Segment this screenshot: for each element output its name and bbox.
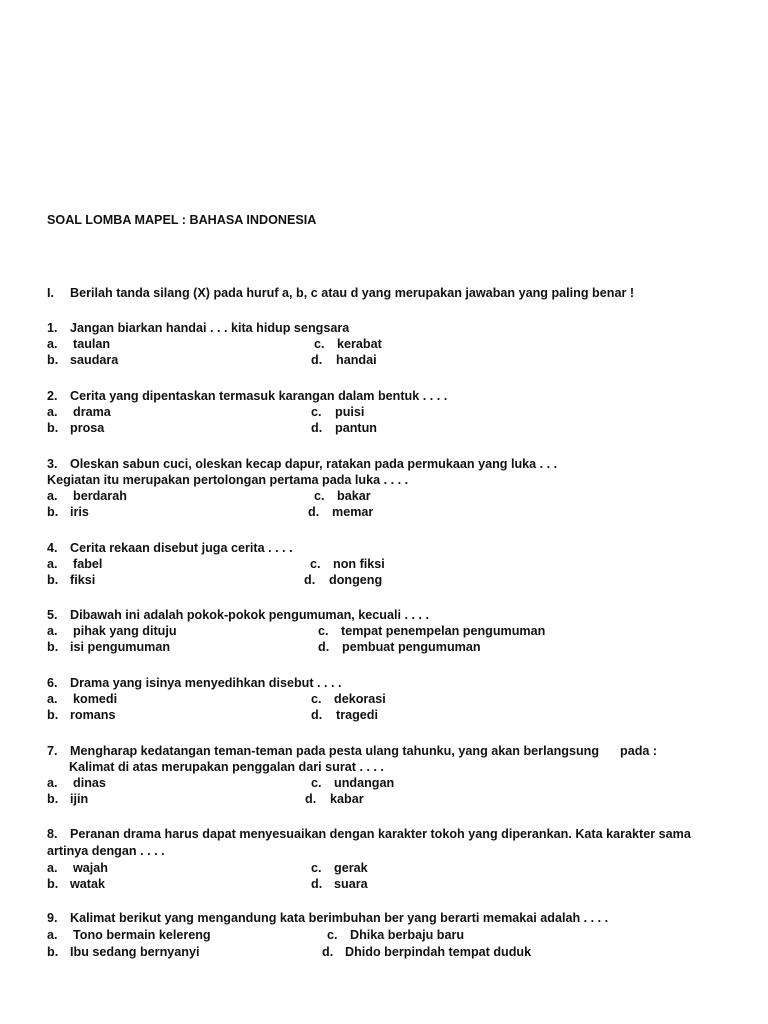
option-letter-b: b. [47,573,59,587]
option-letter-d: d. [322,945,334,959]
option-b: ijin [70,792,89,806]
question-text: Cerita rekaan disebut juga cerita . . . . [70,541,293,555]
option-b: fiksi [70,573,96,587]
option-a: komedi [73,692,118,706]
question-number: 8. [47,827,58,841]
option-b: saudara [70,353,119,367]
question-number: 9. [47,911,58,925]
instruction-text: Berilah tanda silang (X) pada huruf a, b, c atau d yang merupakan jawaban yang paling benar ! [70,286,635,300]
option-c: bakar [337,489,371,503]
option-letter-a: a. [47,489,58,503]
page-title: SOAL LOMBA MAPEL : BAHASA INDONESIA [47,213,317,227]
option-d: handai [336,353,377,367]
option-c: non fiksi [333,557,385,571]
option-letter-b: b. [47,353,59,367]
option-d: suara [334,877,368,891]
option-letter-b: b. [47,792,59,806]
option-a: Tono bermain kelereng [73,928,211,942]
option-letter-b: b. [47,708,59,722]
question-text: Cerita yang dipentaskan termasuk karangan dalam bentuk . . . . [70,389,448,403]
option-b: romans [70,708,116,722]
instruction-number: I. [47,286,54,300]
option-letter-c: c. [311,776,322,790]
option-d: tragedi [336,708,378,722]
question-text: Kalimat berikut yang mengandung kata berimbuhan ber yang berarti memakai adalah . . . . [70,911,609,925]
option-d: pantun [335,421,377,435]
option-letter-a: a. [47,405,58,419]
option-letter-b: b. [47,945,59,959]
option-letter-d: d. [305,792,317,806]
option-letter-c: c. [314,489,325,503]
option-d: dongeng [329,573,383,587]
option-d: pembuat pengumuman [342,640,481,654]
option-c: Dhika berbaju baru [350,928,465,942]
option-c: undangan [334,776,395,790]
option-a: wajah [73,861,108,875]
option-b: Ibu sedang bernyanyi [70,945,200,959]
option-letter-a: a. [47,928,58,942]
option-letter-b: b. [47,505,59,519]
option-letter-b: b. [47,421,59,435]
question-text: Drama yang isinya menyedihkan disebut . . . . [70,676,342,690]
option-d: kabar [330,792,364,806]
option-letter-a: a. [47,692,58,706]
option-letter-d: d. [304,573,316,587]
option-letter-a: a. [47,776,58,790]
question-text: Oleskan sabun cuci, oleskan kecap dapur, ratakan pada permukaan yang luka . . . [70,457,558,471]
question-number: 4. [47,541,58,555]
question-text: Peranan drama harus dapat menyesuaikan dengan karakter tokoh yang diperankan. Kata karakter sama [70,827,691,841]
option-a: drama [73,405,111,419]
question-number: 2. [47,389,58,403]
question-text-continued: Kegiatan itu merupakan pertolongan pertama pada luka . . . . [47,473,409,487]
question-number: 3. [47,457,58,471]
option-letter-a: a. [47,557,58,571]
option-letter-c: c. [310,557,321,571]
option-b: prosa [70,421,105,435]
option-letter-d: d. [311,877,323,891]
option-letter-a: a. [47,337,58,351]
question-text-continued: artinya dengan . . . . [47,844,165,858]
question-number: 7. [47,744,58,758]
option-letter-a: a. [47,624,58,638]
option-letter-b: b. [47,877,59,891]
option-a: dinas [73,776,106,790]
option-a: pihak yang dituju [73,624,177,638]
option-letter-d: d. [311,708,323,722]
option-c: tempat penempelan pengumuman [341,624,546,638]
option-b: isi pengumuman [70,640,171,654]
option-letter-c: c. [311,692,322,706]
option-letter-b: b. [47,640,59,654]
question-number: 5. [47,608,58,622]
question-number: 6. [47,676,58,690]
option-a: berdarah [73,489,127,503]
question-text: Mengharap kedatangan teman-teman pada pesta ulang tahunku, yang akan berlangsung pada : [70,744,658,758]
option-c: dekorasi [334,692,386,706]
option-letter-a: a. [47,861,58,875]
option-a: fabel [73,557,103,571]
option-d: Dhido berpindah tempat duduk [345,945,532,959]
option-c: puisi [335,405,365,419]
option-letter-c: c. [327,928,338,942]
question-text: Dibawah ini adalah pokok-pokok pengumuman, kecuali . . . . [70,608,429,622]
option-c: kerabat [337,337,382,351]
option-d: memar [332,505,374,519]
question-text: Jangan biarkan handai . . . kita hidup sengsara [70,321,350,335]
option-letter-c: c. [311,861,322,875]
question-number: 1. [47,321,58,335]
option-letter-c: c. [311,405,322,419]
option-b: iris [70,505,89,519]
option-c: gerak [334,861,368,875]
option-letter-c: c. [314,337,325,351]
option-letter-d: d. [308,505,320,519]
question-text-continued: Kalimat di atas merupakan penggalan dari surat . . . . [69,760,384,774]
option-b: watak [70,877,106,891]
option-letter-d: d. [318,640,330,654]
option-letter-c: c. [318,624,329,638]
option-a: taulan [73,337,111,351]
option-letter-d: d. [311,421,323,435]
option-letter-d: d. [311,353,323,367]
